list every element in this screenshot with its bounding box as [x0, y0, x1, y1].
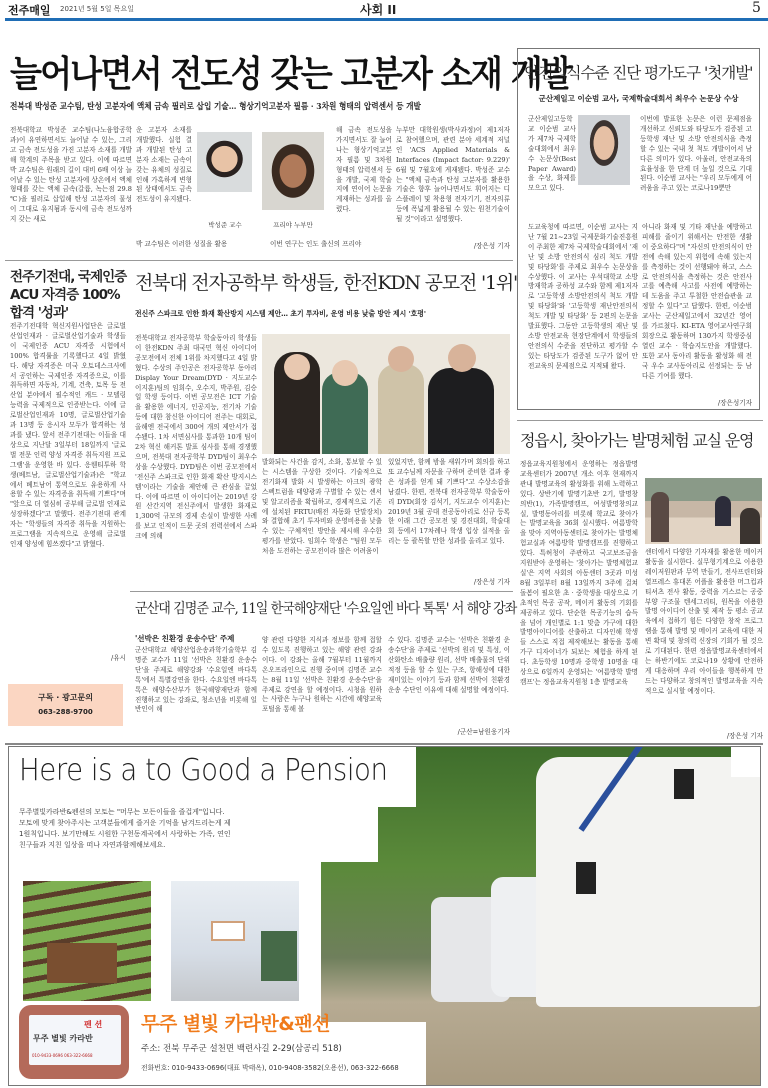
ad-address: 주소: 전북 무주군 설천면 백련사길 2-29(삼공리 518) — [141, 1044, 342, 1054]
pension-sign — [19, 1005, 129, 1079]
gunsan-col3: 수 있다. 김명준 교수는 '선박은 친환경 운송수단'을 주제로 '선박의 원리 및 특성, 이산화탄소 배출량 원리, 선박 배출물의 단위 적정 등을 할 수 있는 구조, 항해성에 대한 재미있는 이야기 등과 함께 선박이 친환경 운송 수단인 이유에 대해 설명할 예정이다. — [388, 636, 510, 694]
divider — [130, 591, 513, 592]
byline: /장은성 기자 — [473, 578, 510, 586]
top-headline: 늘어나면서 전도성 갖는 고분자 소재 개발 — [10, 54, 572, 95]
box-left-bottom: 도교육청에 따르면, 이순범 교사는 지난 7월 21~23일 국제문화기술진흥원이 주최한 제7차 국제학술대회에서 '재난 및 소방 안전의식 심리 척도 개발 및 타당화'를 주제로 최우수 논문상을 수상했다. 이 교사는 우석대학교 소방방재학과 공하성 교수와 함께 제1저자로 '고등학생 소방안전의식 척도 개발 및 타당화'와 '고등학생 재난안전의식 척도 개발 및 타당화' 등 2편의 논문을 발표했다. 그동안 고등학생의 재난 및 소방 안전교육 현장단계에서 학생들의 안전의식 수준을 진단하고 평가할 수 있는 타당도가 검증된 도구가 없어 안전교육의 문제점으로 지적돼 왔다. — [528, 223, 638, 370]
top-col3: 해 금속 전도성을 가지면서도 잘 늘어나는 형상기억고분자 필름 및 3차원 형태의 압력센서 등을 개발, 국제 학술지에 연이어 논문을 게재하는 성과를 올렸다. — [336, 126, 392, 214]
top-col2b: 박 교수팀은 이러한 성질을 활용 — [136, 240, 228, 248]
box-headline: 안전의식수준 진단 평가도구 '첫개발' — [524, 64, 753, 82]
kdn-group-photo — [262, 334, 510, 454]
subscribe-phone: 063-288-9700 — [38, 708, 93, 716]
jeongeup-top: 정읍교육지원청에서 운영하는 정읍발명교육센터가 2007년 개소 이후 현재까지 관내 발명교육의 활성화를 위해 노력하고 있다. 상반기에 발명기초반 2기, 발명창의반(1), 가족발명캠프, 여성발명창의교실, 발명동아리를 비롯해 학교로 찾아가는 발명교육을 36회 실시했다. 여름방학을 맞아 지역아동센터로 찾아가는 발명체험교실과 여름방학 발명캠프를 진행하고 있다. 특허청이 주관하고 국고보조금을 지원받아 운영하는 '찾아가는 발명체험교실'은 지역 사회의 아동센터 3곳과 미성 8월 3일부터 8월 13일까지 3주에 걸쳐 돌봄이 필요한 초 · 중학생을 대상으로 기초적인 목공 공작, 메이커 활동의 기회를 제공하고 있다. 단순한 목공기능의 습득을 넘어 개인별로 1:1 맞춤 가구에 대한 발명아이디어를 산출하고 디자인해 학생들 스스로 직접 제작해보는 활동을 통해 가구 디자이너가 되보는 체험을 하게 된다. 초등학생 10명과 중학생 10명을 대상으로 6일까지 운영되는 '여름방학 발명캠프'는 정읍교육지원청 1층 발명교육 — [520, 460, 638, 686]
ad-title: Here is a to Good a Pension — [19, 753, 388, 788]
kdn-subhead: 전신주 스파크로 인한 화재 확산방지 시스템 제안… 초기 투자비, 운영 비용 낮출 방안 제시 '호평' — [135, 309, 426, 318]
box-side-text: 군산제일고등학교 이순범 교사가 제7차 국제학술대회에서 최우수 논문상(Best Paper Award)을 수상, 화제를 모으고 있다. — [528, 115, 576, 193]
gunsan-subhead: '선박은 친환경 운송수단' 주제 — [135, 634, 235, 643]
portrait-lee — [578, 115, 630, 185]
byline: /장은성 기자 — [473, 242, 510, 250]
portrait-priya — [262, 132, 324, 210]
box-right-top: 이번에 발표한 논문은 이런 문제점을 개선하고 신뢰도와 타당도가 검증된 고등학생 재난 및 소방 안전의식을 측정할 수 있는 국내 첫 척도 개발이어서 남다른 의미가 있다. 아울러, 안전교육의 효율성을 한 단계 더 높일 것으로 기대된다. 이순범 교사는 "우리 모두에게 어려움을 주고 있는 코로나19뿐만 — [640, 115, 752, 193]
kdn-headline: 전북대 전자공학부 학생들, 한전KDN 공모전 '1위' — [135, 272, 518, 294]
gunsan-headline: 군산대 김명준 교수, 11일 한국해양재단 '수요일엔 바다 톡톡' 서 해양 강좌 — [135, 601, 517, 617]
box-subhead: 군산제일고 이순범 교사, 국제학술대회서 최우수 논문상 수상 — [538, 94, 739, 103]
photo-caption: 프리야 누부만 — [273, 221, 313, 229]
jeongeup-right: 센터에서 다양한 기자재를 활용한 메이커 활동을 실시한다. 실무형기계으로 이용한 레이저원판과 무역 만들기, 전사프린터와 열프레스 휴대폰 어플을 활용한 머그컵과 티셔츠 전사 활동, 중력을 거스르는 공중부양 구조물 텐세그리티, 원목을 이용한 발명 아이디어 산출 및 제작 등 평소 공교육에서 접하기 힘든 다양한 창작 프로그램을 통해 발명 및 메이커 교육에 대한 저변 확대 및 창의력 신장의 기회가 될 것으로 기대된다. 한편 정읍발명교육센터에서는 하반기에도 코로나19 상황에 안전하게 대응하며 우리 아이들을 행복하게 만드는 다양하고 창의적인 발명교육을 지속적으로 실시할 예정이다. — [645, 548, 763, 695]
section-divider — [5, 743, 763, 745]
sign-phone: 010-9433-0696 063-322-6668 — [32, 1053, 93, 1058]
top-col4: 누부만 대학원생(박사과정)이 제1저자로 참여했으며, 관련 분야 세계적 저널인 'ACS Applied Materials & Interfaces (Impact factor: 9.229)' 6월 및 7월호에 게재됐다. 박성준 교수는 "액체 금속과 탄성 고분자를 활용한 기술은 향후 늘어나면서도 휘어지는 디스플레이 및 착용형 전자기기, 전자의류 등에 폭넓게 활용될 수 있는 원천기술이 될 것"이라고 설명했다. — [396, 126, 510, 224]
issue-date: 2021년 5월 5일 목요일 — [60, 5, 134, 13]
gunsan-col1: 군산대학교 해양산업운송과학기술학부 김명준 교수가 11일 '선박은 친환경 운송수단'을 주제로 해양강좌 '수요일엔 바다톡톡'에서 특별강연을 한다. 수요일엔 바다톡톡은 해양수산부가 한국해양재단과 함께 진행하고 있는 강좌로, 청소년을 비롯해 일반인이 해 — [135, 646, 257, 714]
byline: /장은성 기자 — [726, 732, 763, 740]
jeongeup-headline: 정읍시, 찾아가는 발명체험 교실 운영 — [520, 431, 754, 450]
byline: /유시 — [111, 654, 126, 662]
divider — [517, 420, 763, 421]
kdn-col1: 전북대학교 전자공학부 학술동아리 학생들이 한전KDN 주최 대국민 혁신 아이디어 공모전에서 전체 1위를 차지했다고 4일 밝혔다. 수상의 주인공은 전자공학부 동아리 Display Your Dream(DYD · 지도교수 이지훈)팀의 임희수, 오수지, 박주원, 김승일 학생 등이다. 이번 공모전은 ICT 기술을 활용한 에너지, 인공지능, 전기차 기술 등에 대한 참신한 아이디어 전주는 대회로, 올해엔 전국에서 300여 개의 제안서가 접수됐다. 1차 서면심사를 통과한 10개 팀이 2차 혁신 해커톤 발표 심사를 통해 경쟁했으며, 전북대 전자공학부 DYD팀이 최우수상을 수상했다. DYD팀은 이번 공모전에서 '전신주 스파크로 인한 화재 확산 방지시스템'이라는 기술을 제안해 큰 관심을 끌었다. 이에 따르면 이 아이디어는 2019년 강원 산간지역 전신주에서 발생한 화재로 1,300억 규모의 경제 손실이 발생한 사례를 보고 인적이 드문 곳의 전력선에서 스파크에 의해 — [135, 334, 257, 541]
acu-headline: 전주기전대, 국제인증 ACU 자격증 100% 합격 '성과' — [10, 269, 127, 321]
acu-body: 전주기전대학 혁신지원사업단은 글로벌산업인재과 · 글로벌산업기술과 학생들이 국제인증 ACU 자격증 시험에서 100% 합격률을 기록했다고 4일 밝혔다. 해당 자격증은 미국 오토데스크사에서 공인하는 국제인증 자격증으로, 이를 취득하면 자동차, 기계, 건축, 토목 등 전 산업 분야에서 필수적인 캐드 · 모델링 능력을 국제적으로 인증받는다. 이에 글로벌산업인재과 10명, 글로벌산업기술과 13명 등 응시자 모두가 합격하는 성과를 냈다. 앞서 전주기전대는 이들을 대상으로 지난달 3일부터 18일까지 '글로벌 전문 인력 양성 자격증 취득지원 프로그램'을 운영한 바 있다. 응웬티투하 학생(베트남, 글로벌산업기술과)은 "학교에서 베트남어 통역으로도 유용하게 사용할 수 있는 자격증을 취득해 기쁘다"며 "앞으로 더 열심히 공부해 글로벌 인재로 성장하겠다"고 말했다. 전주기전대 관계자는 "학생들의 자격증 취득을 지원하는 프로그램을 지속적으로 운영해 글로벌 인재 양성에 힘쓰겠다"고 밝혔다. — [10, 322, 126, 548]
subscribe-label: 구독 · 광고문의 — [38, 693, 93, 702]
kdn-col2: 발화되는 사건을 감지, 소화, 통보할 수 있는 시스템을 구상한 것이다. 기술적으로 전기화재 발화 시 발생하는 아크의 광학 스펙트럼을 태양광과 구별할 수 있는 센서 및 알고리즘을 확립하고, 경제적으로 기존에 설치된 FRTU(배전 자동화 단말장치)와 결합해 초기 투자비와 운영비용을 낮출 수 있는 구체적인 방안을 제시해 우수한 평가를 받았다. 임희수 학생은 "팀원 모두 처음 도전하는 공모전이라 많은 어려움이 — [262, 458, 382, 556]
top-subhead: 전북대 박성준 교수팀, 탄성 고분자에 액체 금속 필러로 삽입 기술… 형상기억고분자 필름 · 3차원 형태의 압력센서 등 개발 — [10, 102, 421, 112]
divider — [5, 260, 513, 261]
page-number: 5 — [752, 0, 761, 16]
header-rule — [5, 18, 768, 21]
pension-ad[interactable] — [8, 746, 761, 1086]
ad-intro: 무주별빛카라반&펜션의 모토는 "머무는 모든이들을 즐겁게"입니다. 모토에 맞게 찾아주시는 고객분들에게 즐거운 기억을 남겨드리는게 제1원칙입니다. 보기만해도 시원한 구천동계곡에서 사랑하는 가족, 연인 친구들과 지친 일상을 떠나 자연과함께해보세요. — [19, 808, 231, 849]
caravan-interior-photo — [171, 881, 299, 1001]
portrait-park — [197, 132, 252, 192]
top-col1: 전북대학교 박성준 교수팀(나노융합공학과)이 유연하면서도 늘어날 수 있는, 그리고 금속 전도성을 가진 고분자 소재를 개발해 학계의 주목을 받고 있다. 이에 따르면 박 교수팀은 원래의 길이 대비 6배 이상 늘어날 수 있는 탄성 고분자에 상온에서 액체 형태를 갖는 액체 금속(갈륨, 녹는점 29.8 ℃)을 필러로 삽입해 탄성 고분자의 물성이 그대로 유지됨과 동시에 금속 전도성까지 갖는 새로 — [10, 126, 132, 224]
top-col2: 운 고분자 소재를 개발했다. 실험 결과 개발된 탄성 고분자 소재는 금속이 갖는 유체의 성질로 인해 가혹하게 변형된 상태에서도 금속 전도성이 유지됐다. — [136, 126, 192, 204]
top-col3b: 이번 연구는 인도 출신의 프리야 — [270, 240, 362, 248]
box-right-bottom: 아니라 화재 및 기타 재난을 예방하고 피해를 줄이기 위해서는 안전한 생활이 중요하다"며 "자신의 안전의식이 안전에 속해 있는지 위험에 속해 있는지를 측정하는 것이 선행돼야 하고, 스스로 안전의식을 측정하는 것은 안전사고를 예측해 사고를 사전에 예방하는데 도움을 주고 투철한 안전습관을 교정할 수 있다"고 답했다. 한편, 이순범 교사는 군산제일고에서 32년간 영어를 가르쳤다. KI-ETA 영어교사연구회 회장으로 활동하며 130가지 학생중심 열린 교수 · 학습지도안을 개발했다. 또한 교사 동아리 활동을 활성화 해 전국 우수 교사동아리로 선정되는 등 남다른 기여를 했다. — [642, 223, 752, 380]
sign-top: 펜 션 — [84, 1020, 103, 1029]
sign-mid: 무주 별빛 카라반 — [33, 1034, 93, 1043]
deck-photo — [23, 881, 151, 1001]
safety-box — [517, 48, 760, 410]
gunsan-col2: 양 관련 다양한 지식과 정보를 함께 접할 수 있도록 진행하고 있는 해양 관련 강좌이다. 이 강좌는 올해 7월부터 11월까지 온오프라인으로 진행 중이며 김명준 교수는 8월 11일 '선박은 친환경 운송수단'을 주제로 강연을 할 예정이다. 시청을 원하는 사람은 누구나 원하는 시간에 해양교육포털을 통해 볼 — [262, 636, 382, 714]
masthead — [0, 0, 768, 22]
byline: /군산=남원웅기자 — [457, 728, 510, 736]
ad-brand: 무주 별빛 카라반&팬션 — [141, 1013, 330, 1035]
photo-caption: 박성준 교수 — [208, 221, 242, 229]
caravan-photo — [321, 747, 761, 1086]
classroom-photo — [645, 478, 762, 544]
paper-logo: 전주매일 — [8, 4, 51, 17]
subscribe-box[interactable] — [8, 684, 123, 726]
byline: /장은성기자 — [717, 399, 752, 407]
ad-phone: 전화번호: 010-9433-0696(대표 박태옥), 010-9408-3582(오용선), 063-322-6668 — [141, 1064, 399, 1072]
kdn-col3: 있었지만, 함께 밤을 새워가며 회의를 하고 또 교수님께 자문을 구하며 준비한 결과 좋은 성과를 얻게 돼 기쁘다"고 수상소감을 남겼다. 한편, 전북대 전자공학부 학술동아리 DYD(회장 김석기, 지도교수 이지훈)는 2019년 3월 공대 전공동아리로 신규 등록한 이래 그간 공모전 및 경진대회, 학술대회 등에서 17차례나 학생 입상 실적을 올리는 등 괄목할 만한 성과를 올리고 있다. — [388, 458, 510, 546]
section-name: 사회 II — [360, 3, 397, 17]
